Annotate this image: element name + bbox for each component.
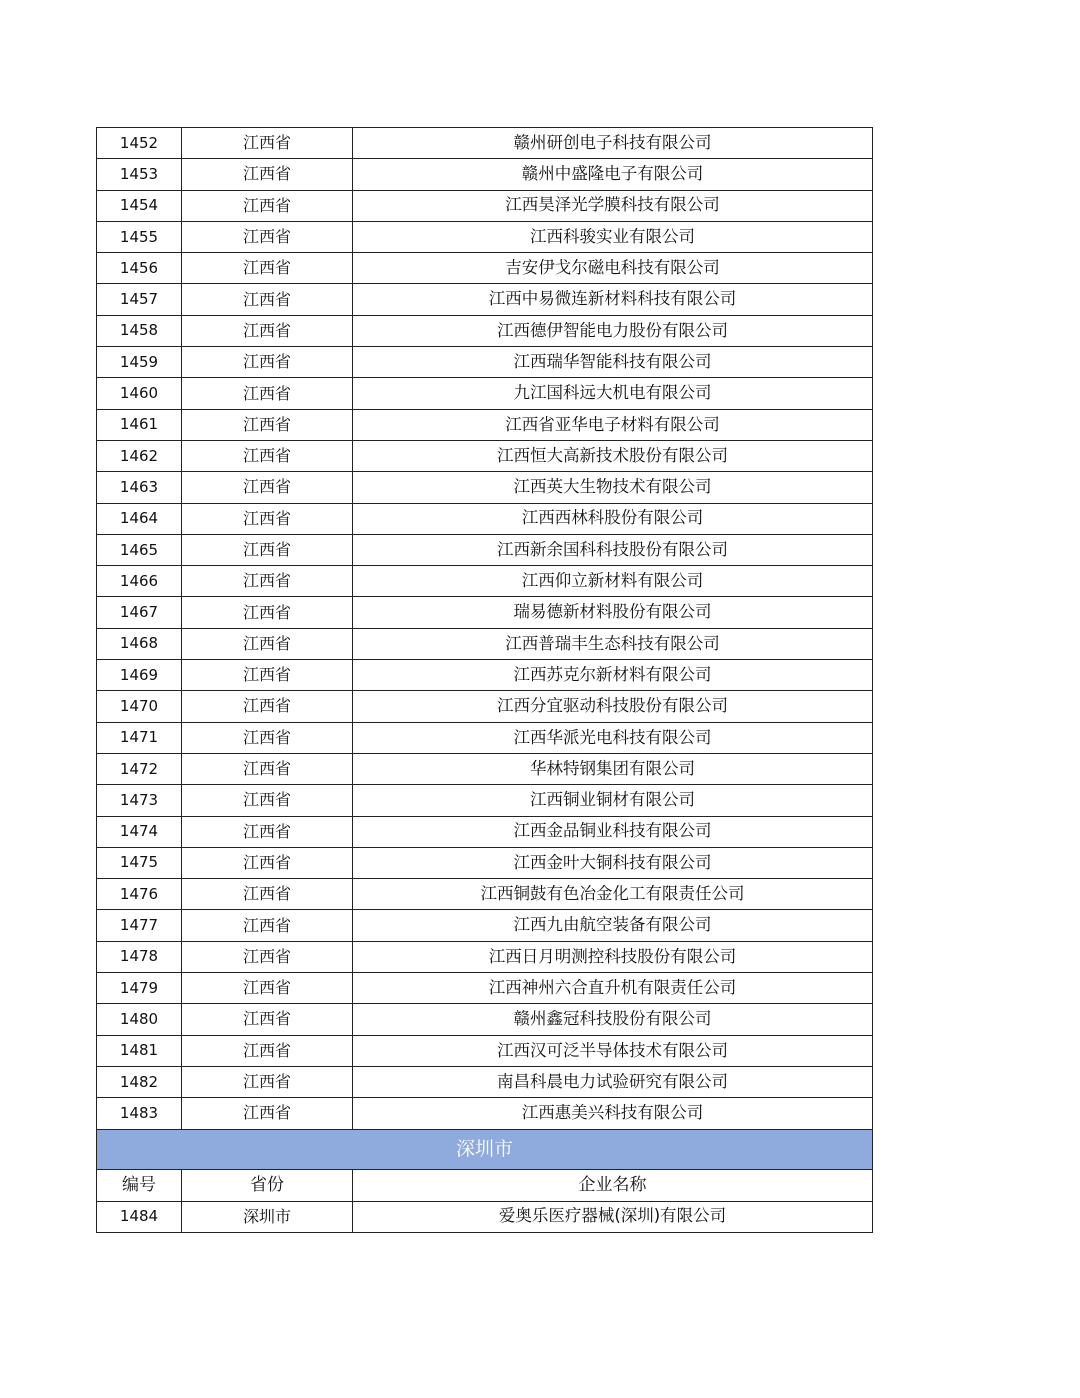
row-province: 江西省 xyxy=(182,409,353,440)
row-province: 江西省 xyxy=(182,472,353,503)
row-company: 江西金叶大铜科技有限公司 xyxy=(353,847,873,878)
table-row xyxy=(97,190,873,221)
table-row xyxy=(97,785,873,816)
row-number: 1483 xyxy=(97,1098,182,1129)
table-row xyxy=(97,722,873,753)
row-company: 赣州研创电子科技有限公司 xyxy=(353,128,873,159)
row-province: 江西省 xyxy=(182,1004,353,1035)
row-company: 江西恒大高新技术股份有限公司 xyxy=(353,440,873,471)
row-number: 1475 xyxy=(97,847,182,878)
table-row xyxy=(97,941,873,972)
row-province: 江西省 xyxy=(182,566,353,597)
row-number: 1467 xyxy=(97,597,182,628)
header-row xyxy=(97,1169,873,1201)
row-number: 1468 xyxy=(97,628,182,659)
row-company: 华林特钢集团有限公司 xyxy=(353,753,873,784)
row-province: 江西省 xyxy=(182,503,353,534)
row-company: 瑞易德新材料股份有限公司 xyxy=(353,597,873,628)
row-province: 江西省 xyxy=(182,534,353,565)
row-province: 江西省 xyxy=(182,816,353,847)
row-province: 江西省 xyxy=(182,597,353,628)
table-row xyxy=(97,691,873,722)
row-province: 江西省 xyxy=(182,1098,353,1129)
table-row xyxy=(97,628,873,659)
row-province: 江西省 xyxy=(182,253,353,284)
row-number: 1460 xyxy=(97,378,182,409)
row-number: 1463 xyxy=(97,472,182,503)
row-company: 江西铜鼓有色冶金化工有限责任公司 xyxy=(353,879,873,910)
table-row xyxy=(97,472,873,503)
header-number: 编号 xyxy=(97,1169,182,1201)
row-company: 江西仰立新材料有限公司 xyxy=(353,566,873,597)
table-row xyxy=(97,221,873,252)
shenzhen-rows xyxy=(97,1201,873,1232)
row-number: 1472 xyxy=(97,753,182,784)
row-number: 1479 xyxy=(97,973,182,1004)
table-row xyxy=(97,347,873,378)
row-company: 江西瑞华智能科技有限公司 xyxy=(353,347,873,378)
row-province: 江西省 xyxy=(182,284,353,315)
row-province: 江西省 xyxy=(182,722,353,753)
row-number: 1453 xyxy=(97,159,182,190)
row-company: 江西华派光电科技有限公司 xyxy=(353,722,873,753)
row-company: 九江国科远大机电有限公司 xyxy=(353,378,873,409)
row-province: 江西省 xyxy=(182,347,353,378)
row-company: 江西西林科股份有限公司 xyxy=(353,503,873,534)
row-number: 1476 xyxy=(97,879,182,910)
row-company: 江西昊泽光学膜科技有限公司 xyxy=(353,190,873,221)
row-number: 1470 xyxy=(97,691,182,722)
row-province: 江西省 xyxy=(182,221,353,252)
row-company: 南昌科晨电力试验研究有限公司 xyxy=(353,1066,873,1097)
table-row xyxy=(97,284,873,315)
row-number: 1455 xyxy=(97,221,182,252)
table-row xyxy=(97,847,873,878)
row-number: 1477 xyxy=(97,910,182,941)
row-number: 1473 xyxy=(97,785,182,816)
table-row xyxy=(97,1004,873,1035)
row-province: 江西省 xyxy=(182,159,353,190)
row-number: 1466 xyxy=(97,566,182,597)
row-province: 江西省 xyxy=(182,879,353,910)
row-company: 江西科骏实业有限公司 xyxy=(353,221,873,252)
section-title: 深圳市 xyxy=(97,1129,873,1169)
table-row xyxy=(97,159,873,190)
table-row xyxy=(97,1098,873,1129)
row-province: 江西省 xyxy=(182,691,353,722)
row-number: 1469 xyxy=(97,660,182,691)
row-province: 江西省 xyxy=(182,973,353,1004)
row-province: 江西省 xyxy=(182,128,353,159)
row-number: 1474 xyxy=(97,816,182,847)
row-company: 江西神州六合直升机有限责任公司 xyxy=(353,973,873,1004)
row-number: 1452 xyxy=(97,128,182,159)
table-row xyxy=(97,910,873,941)
row-number: 1454 xyxy=(97,190,182,221)
row-company: 吉安伊戈尔磁电科技有限公司 xyxy=(353,253,873,284)
row-company: 江西惠美兴科技有限公司 xyxy=(353,1098,873,1129)
row-province: 江西省 xyxy=(182,660,353,691)
jiangxi-rows xyxy=(97,128,873,1130)
table-row xyxy=(97,879,873,910)
table-row xyxy=(97,409,873,440)
row-number: 1462 xyxy=(97,440,182,471)
row-company: 赣州中盛隆电子有限公司 xyxy=(353,159,873,190)
table-row xyxy=(97,973,873,1004)
table-row xyxy=(97,1201,873,1232)
row-company: 赣州鑫冠科技股份有限公司 xyxy=(353,1004,873,1035)
row-company: 江西英大生物技术有限公司 xyxy=(353,472,873,503)
row-number: 1458 xyxy=(97,315,182,346)
row-company: 江西德伊智能电力股份有限公司 xyxy=(353,315,873,346)
row-province: 江西省 xyxy=(182,628,353,659)
row-province: 江西省 xyxy=(182,941,353,972)
row-province: 江西省 xyxy=(182,1066,353,1097)
row-province: 江西省 xyxy=(182,315,353,346)
row-company: 江西汉可泛半导体技术有限公司 xyxy=(353,1035,873,1066)
header-province: 省份 xyxy=(182,1169,353,1201)
row-province: 江西省 xyxy=(182,753,353,784)
table-row xyxy=(97,378,873,409)
row-number: 1456 xyxy=(97,253,182,284)
row-company: 江西省亚华电子材料有限公司 xyxy=(353,409,873,440)
row-number: 1457 xyxy=(97,284,182,315)
row-province: 深圳市 xyxy=(182,1201,353,1232)
company-table xyxy=(96,127,873,1233)
row-company: 江西铜业铜材有限公司 xyxy=(353,785,873,816)
table-row xyxy=(97,660,873,691)
row-number: 1480 xyxy=(97,1004,182,1035)
row-number: 1482 xyxy=(97,1066,182,1097)
row-province: 江西省 xyxy=(182,847,353,878)
section-row xyxy=(97,1129,873,1169)
table-row xyxy=(97,1066,873,1097)
row-company: 爱奥乐医疗器械(深圳)有限公司 xyxy=(353,1201,873,1232)
row-number: 1459 xyxy=(97,347,182,378)
row-company: 江西中易微连新材料科技有限公司 xyxy=(353,284,873,315)
table-row xyxy=(97,534,873,565)
table-row xyxy=(97,816,873,847)
row-province: 江西省 xyxy=(182,190,353,221)
row-province: 江西省 xyxy=(182,910,353,941)
row-company: 江西金品铜业科技有限公司 xyxy=(353,816,873,847)
row-province: 江西省 xyxy=(182,440,353,471)
header-company: 企业名称 xyxy=(353,1169,873,1201)
row-company: 江西苏克尔新材料有限公司 xyxy=(353,660,873,691)
row-company: 江西日月明测控科技股份有限公司 xyxy=(353,941,873,972)
row-company: 江西普瑞丰生态科技有限公司 xyxy=(353,628,873,659)
row-province: 江西省 xyxy=(182,1035,353,1066)
table-row xyxy=(97,597,873,628)
row-company: 江西九由航空装备有限公司 xyxy=(353,910,873,941)
table-row xyxy=(97,128,873,159)
row-number: 1484 xyxy=(97,1201,182,1232)
row-number: 1465 xyxy=(97,534,182,565)
table-row xyxy=(97,1035,873,1066)
row-number: 1464 xyxy=(97,503,182,534)
table-row xyxy=(97,566,873,597)
table-row xyxy=(97,753,873,784)
row-province: 江西省 xyxy=(182,785,353,816)
row-company: 江西新余国科科技股份有限公司 xyxy=(353,534,873,565)
row-number: 1481 xyxy=(97,1035,182,1066)
table-row xyxy=(97,503,873,534)
row-company: 江西分宜驱动科技股份有限公司 xyxy=(353,691,873,722)
row-number: 1461 xyxy=(97,409,182,440)
row-province: 江西省 xyxy=(182,378,353,409)
table-row xyxy=(97,253,873,284)
row-number: 1478 xyxy=(97,941,182,972)
table-row xyxy=(97,315,873,346)
row-number: 1471 xyxy=(97,722,182,753)
table-row xyxy=(97,440,873,471)
